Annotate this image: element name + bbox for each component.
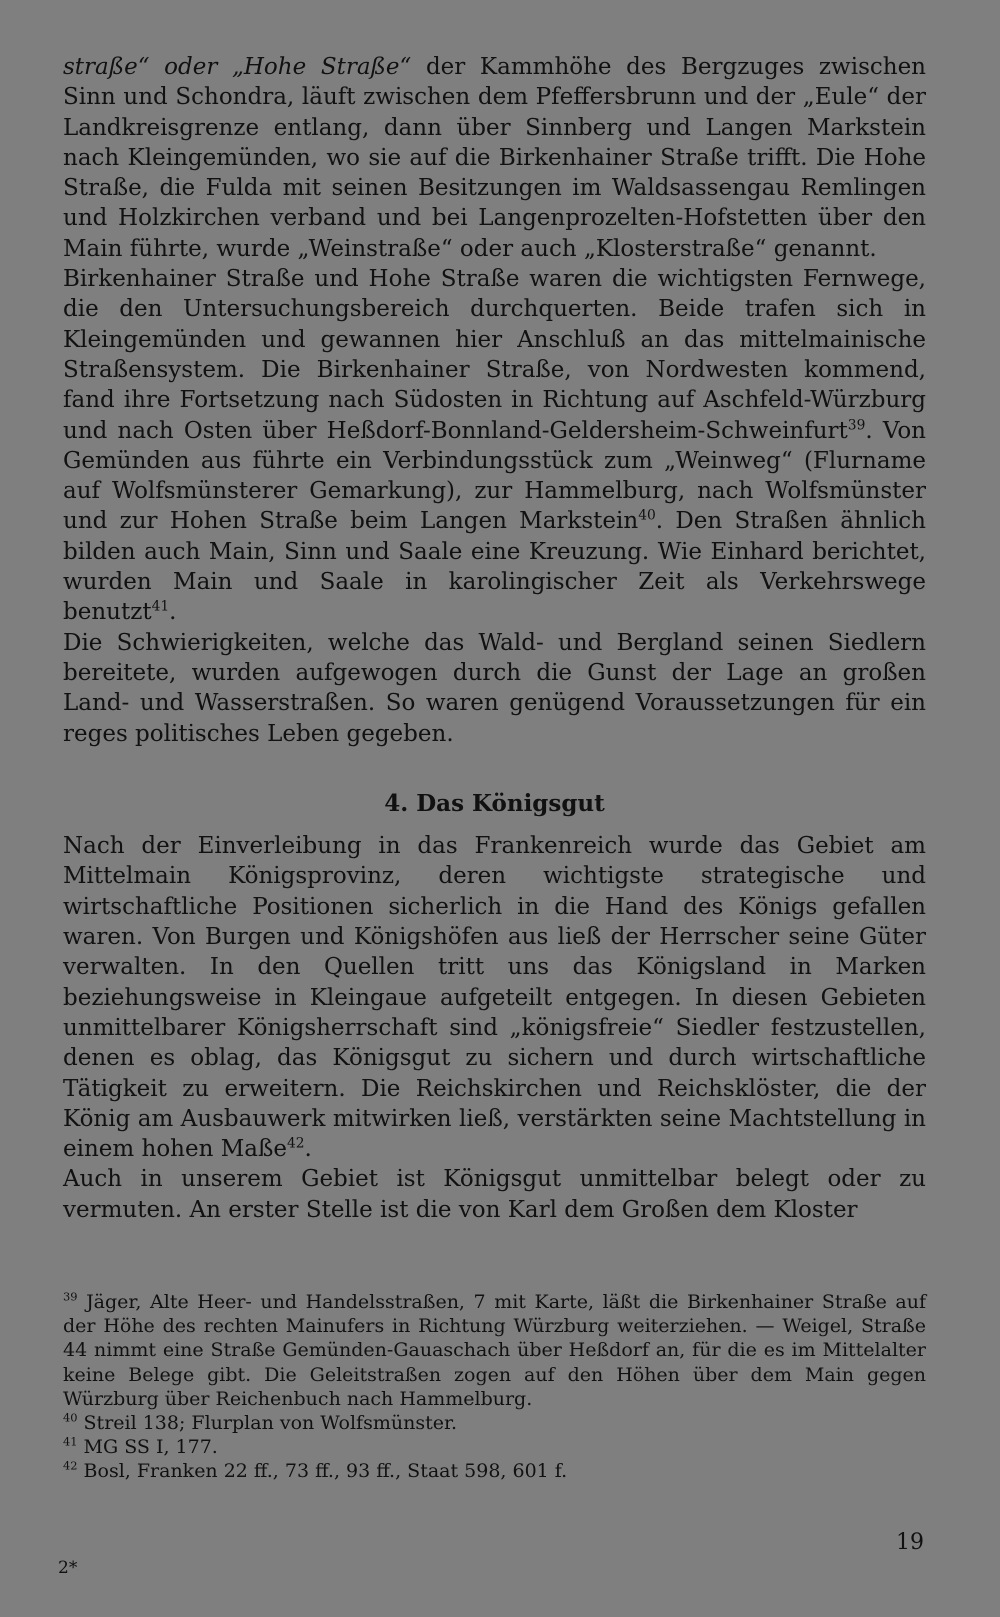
footnote-ref-40[interactable]: 40 [638,507,656,524]
footnote-41: $^{41}$ MG SS I, 177. [63,1434,218,1459]
footnote-40: $^{40}$ Streil 138; Flurplan von Wolfsmünster. [63,1410,457,1435]
main-text [63,52,926,1225]
page-number: 19 [896,1530,924,1555]
paragraph-2: Birkenhainer Straße und Hohe Straße waren die wichtigsten Fernwege, die den Untersuchungsbereich durchquerten. Beide trafen sich in Kleingemünden und gewannen hier Anschluß an das mittelmainische Straßensystem. Die Birkenhainer Straße, von Nordwesten kommend, fand ihre Fortsetzung nach Südosten in Richtung auf Aschfeld-Würzburg und nach Osten über Heßdorf-Bonnland-Geldersheim-Schweinfurt$^{39}$. Von Gemünden aus führte ein Verbindungsstück zum „Weinweg“ (Flurname auf Wolfsmünsterer Gemarkung), zur Hammelburg, nach Wolfsmünster und zur Hohen Straße beim Langen Markstein$^{40}$. Den Straßen ähnlich bilden auch Main, Sinn und Saale eine Kreuzung. Wie Einhard berichtet, wurden Main und Saale in karolingischer Zeit als Verkehrswege benutzt$^{41}$. [63,266,926,626]
footnote-39: $^{39}$ Jäger, Alte Heer- und Handelsstraßen, 7 mit Karte, läßt die Birkenhainer Straße auf der Höhe des rechten Mainufers in Richtung Würzburg weiterziehen. — Weigel, Straße 44 nimmt eine Straße Gemünden-Gauaschach über Heßdorf an, für die es im Mittelalter keine Belege gibt. Die Geleitstraßen zogen auf den Höhen über dem Main gegen Würzburg über Reichenbuch nach Hammelburg. [63,1289,926,1410]
section-heading: 4. Das Königsgut [384,789,605,817]
paragraph-4: Nach der Einverleibung in das Frankenreich wurde das Gebiet am Mittelmain Königsprovinz, deren wichtigste strategische und wirtschaftliche Positionen sicherlich in die Hand des Königs gefallen waren. Von Burgen und Königshöfen aus ließ der Herrscher seine Güter verwalten. In den Quellen tritt uns das Königsland in Marken beziehungsweise in Kleingaue aufgeteilt entgegen. In diesen Gebieten unmittelbarer Königsherrschaft sind „königsfreie“ Siedler festzustellen, denen es oblag, das Königsgut zu sichern und durch wirtschaftliche Tätigkeit zu erweitern. Die Reichskirchen und Reichsklöster, die der König am Ausbauwerk mitwirken ließ, verstärkten seine Machtstellung in einem hohen Maße$^{42}$. [63,833,926,1163]
signature-mark: 2* [58,1558,78,1578]
footnote-42: $^{42}$ Bosl, Franken 22 ff., 73 ff., 93 ff., Staat 598, 601 f. [63,1459,568,1483]
paragraph-1: straße“ oder „Hohe Straße“ der Kammhöhe des Bergzuges zwischen Sinn und Schondra, läuft zwischen dem Pfeffersbrunn und der „Eule“ der Landkreisgrenze entlang, dann über Sinnberg und Langen Markstein nach Kleingemünden, wo sie auf die Birkenhainer Straße trifft. Die Hohe Straße, die Fulda mit seinen Besitzungen im Waldsassengau Remlingen und Holzkirchen verband und bei Langenprozelten-Hofstetten über den Main führte, wurde „Weinstraße“ oder auch „Klosterstraße“ genannt. [63,54,926,262]
paragraph-3: Die Schwierigkeiten, welche das Wald- und Bergland seinen Siedlern bereitete, wurden aufgewogen durch die Gunst der Lage an großen Land- und Wasserstraßen. So waren genügend Voraussetzungen für ein reges politisches Leben gegeben. [63,629,926,747]
footnote-ref-41[interactable]: 41 [151,598,170,615]
footnotes [63,1290,926,1484]
footnote-ref-39[interactable]: 39 [847,416,866,433]
footnote-ref-42[interactable]: 42 [286,1135,305,1152]
paragraph-5: Auch in unserem Gebiet ist Königsgut unmittelbar belegt oder zu vermuten. An erster Stelle ist die von Karl dem Großen dem Kloster [63,1166,926,1223]
italic-lead: straße“ oder „Hohe Straße“ [63,54,412,80]
